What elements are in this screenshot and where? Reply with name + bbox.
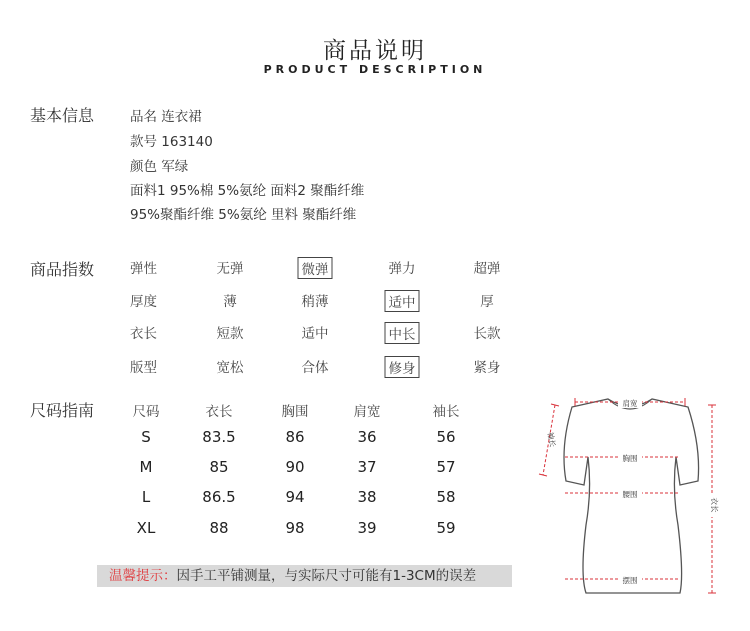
size-row-label: L <box>141 488 151 506</box>
page-subtitle: PRODUCT DESCRIPTION <box>263 63 487 76</box>
size-column-header: 尺码 <box>132 404 160 420</box>
size-cell: 90 <box>285 458 305 476</box>
size-cell: 56 <box>436 428 456 446</box>
size-cell: 38 <box>357 488 377 506</box>
index-option-selected: 修身 <box>385 356 420 378</box>
size-row-label: S <box>141 428 151 446</box>
diagram-chest-label: 胸围 <box>622 454 638 463</box>
size-cell: 59 <box>436 519 456 537</box>
index-option: 适中 <box>301 326 329 342</box>
index-option: 紧身 <box>473 360 501 376</box>
size-cell: 86 <box>285 428 305 446</box>
size-cell: 85 <box>209 458 229 476</box>
diagram-sleeve-label: 袖长 <box>545 431 558 448</box>
info-line-fabric: 面料1 95%棉 5%氨纶 面料2 聚酯纤维 <box>130 183 365 199</box>
index-option: 超弹 <box>473 261 501 277</box>
index-option: 短款 <box>216 326 244 342</box>
size-column-header: 胸围 <box>281 404 309 420</box>
product-index-heading: 商品指数 <box>30 260 95 279</box>
index-option: 长款 <box>473 326 501 342</box>
size-cell: 83.5 <box>202 428 236 446</box>
notice-bar <box>97 565 512 587</box>
diagram-shoulder-label: 肩宽 <box>622 399 638 408</box>
size-cell: 57 <box>436 458 456 476</box>
size-guide-heading: 尺码指南 <box>30 401 95 420</box>
index-option: 厚 <box>480 294 494 310</box>
size-cell: 58 <box>436 488 456 506</box>
index-row-label: 厚度 <box>130 294 157 310</box>
page-title: 商品说明 <box>323 38 427 64</box>
dress-diagram <box>520 385 750 625</box>
notice-label: 温馨提示： <box>109 568 177 584</box>
size-row-label: XL <box>136 519 156 537</box>
diagram-hem-label: 摆围 <box>622 576 638 585</box>
size-cell: 39 <box>357 519 377 537</box>
index-row-label: 弹性 <box>130 261 157 277</box>
size-column-header: 衣长 <box>205 404 233 420</box>
size-cell: 37 <box>357 458 377 476</box>
notice-text: 因手工平铺测量，与实际尺寸可能有1-3CM的误差 <box>176 568 477 584</box>
info-line-name: 品名 连衣裙 <box>130 109 202 125</box>
info-line-fabric-2: 95%聚酯纤维 5%氨纶 里料 聚酯纤维 <box>130 207 357 223</box>
index-option: 合体 <box>301 360 329 376</box>
info-line-color: 颜色 军绿 <box>130 159 189 175</box>
index-option-selected: 适中 <box>385 290 420 312</box>
size-cell: 36 <box>357 428 377 446</box>
index-row-label: 衣长 <box>130 326 157 342</box>
size-cell: 86.5 <box>202 488 236 506</box>
index-option: 薄 <box>223 294 237 310</box>
size-row-label: M <box>139 458 153 476</box>
index-option-selected: 中长 <box>385 322 420 344</box>
index-option: 稍薄 <box>301 294 329 310</box>
index-option: 弹力 <box>388 261 416 277</box>
size-cell: 94 <box>285 488 305 506</box>
index-option-selected: 微弹 <box>298 257 333 279</box>
index-option: 宽松 <box>216 360 244 376</box>
diagram-length-label: 衣长 <box>710 497 719 513</box>
size-cell: 88 <box>209 519 229 537</box>
index-option: 无弹 <box>216 261 244 277</box>
info-line-style: 款号 163140 <box>130 134 213 150</box>
basic-info-heading: 基本信息 <box>30 106 95 125</box>
size-column-header: 袖长 <box>432 404 460 420</box>
index-row-label: 版型 <box>130 360 157 376</box>
diagram-waist-label: 腰围 <box>622 490 638 499</box>
size-cell: 98 <box>285 519 305 537</box>
size-column-header: 肩宽 <box>353 404 381 420</box>
